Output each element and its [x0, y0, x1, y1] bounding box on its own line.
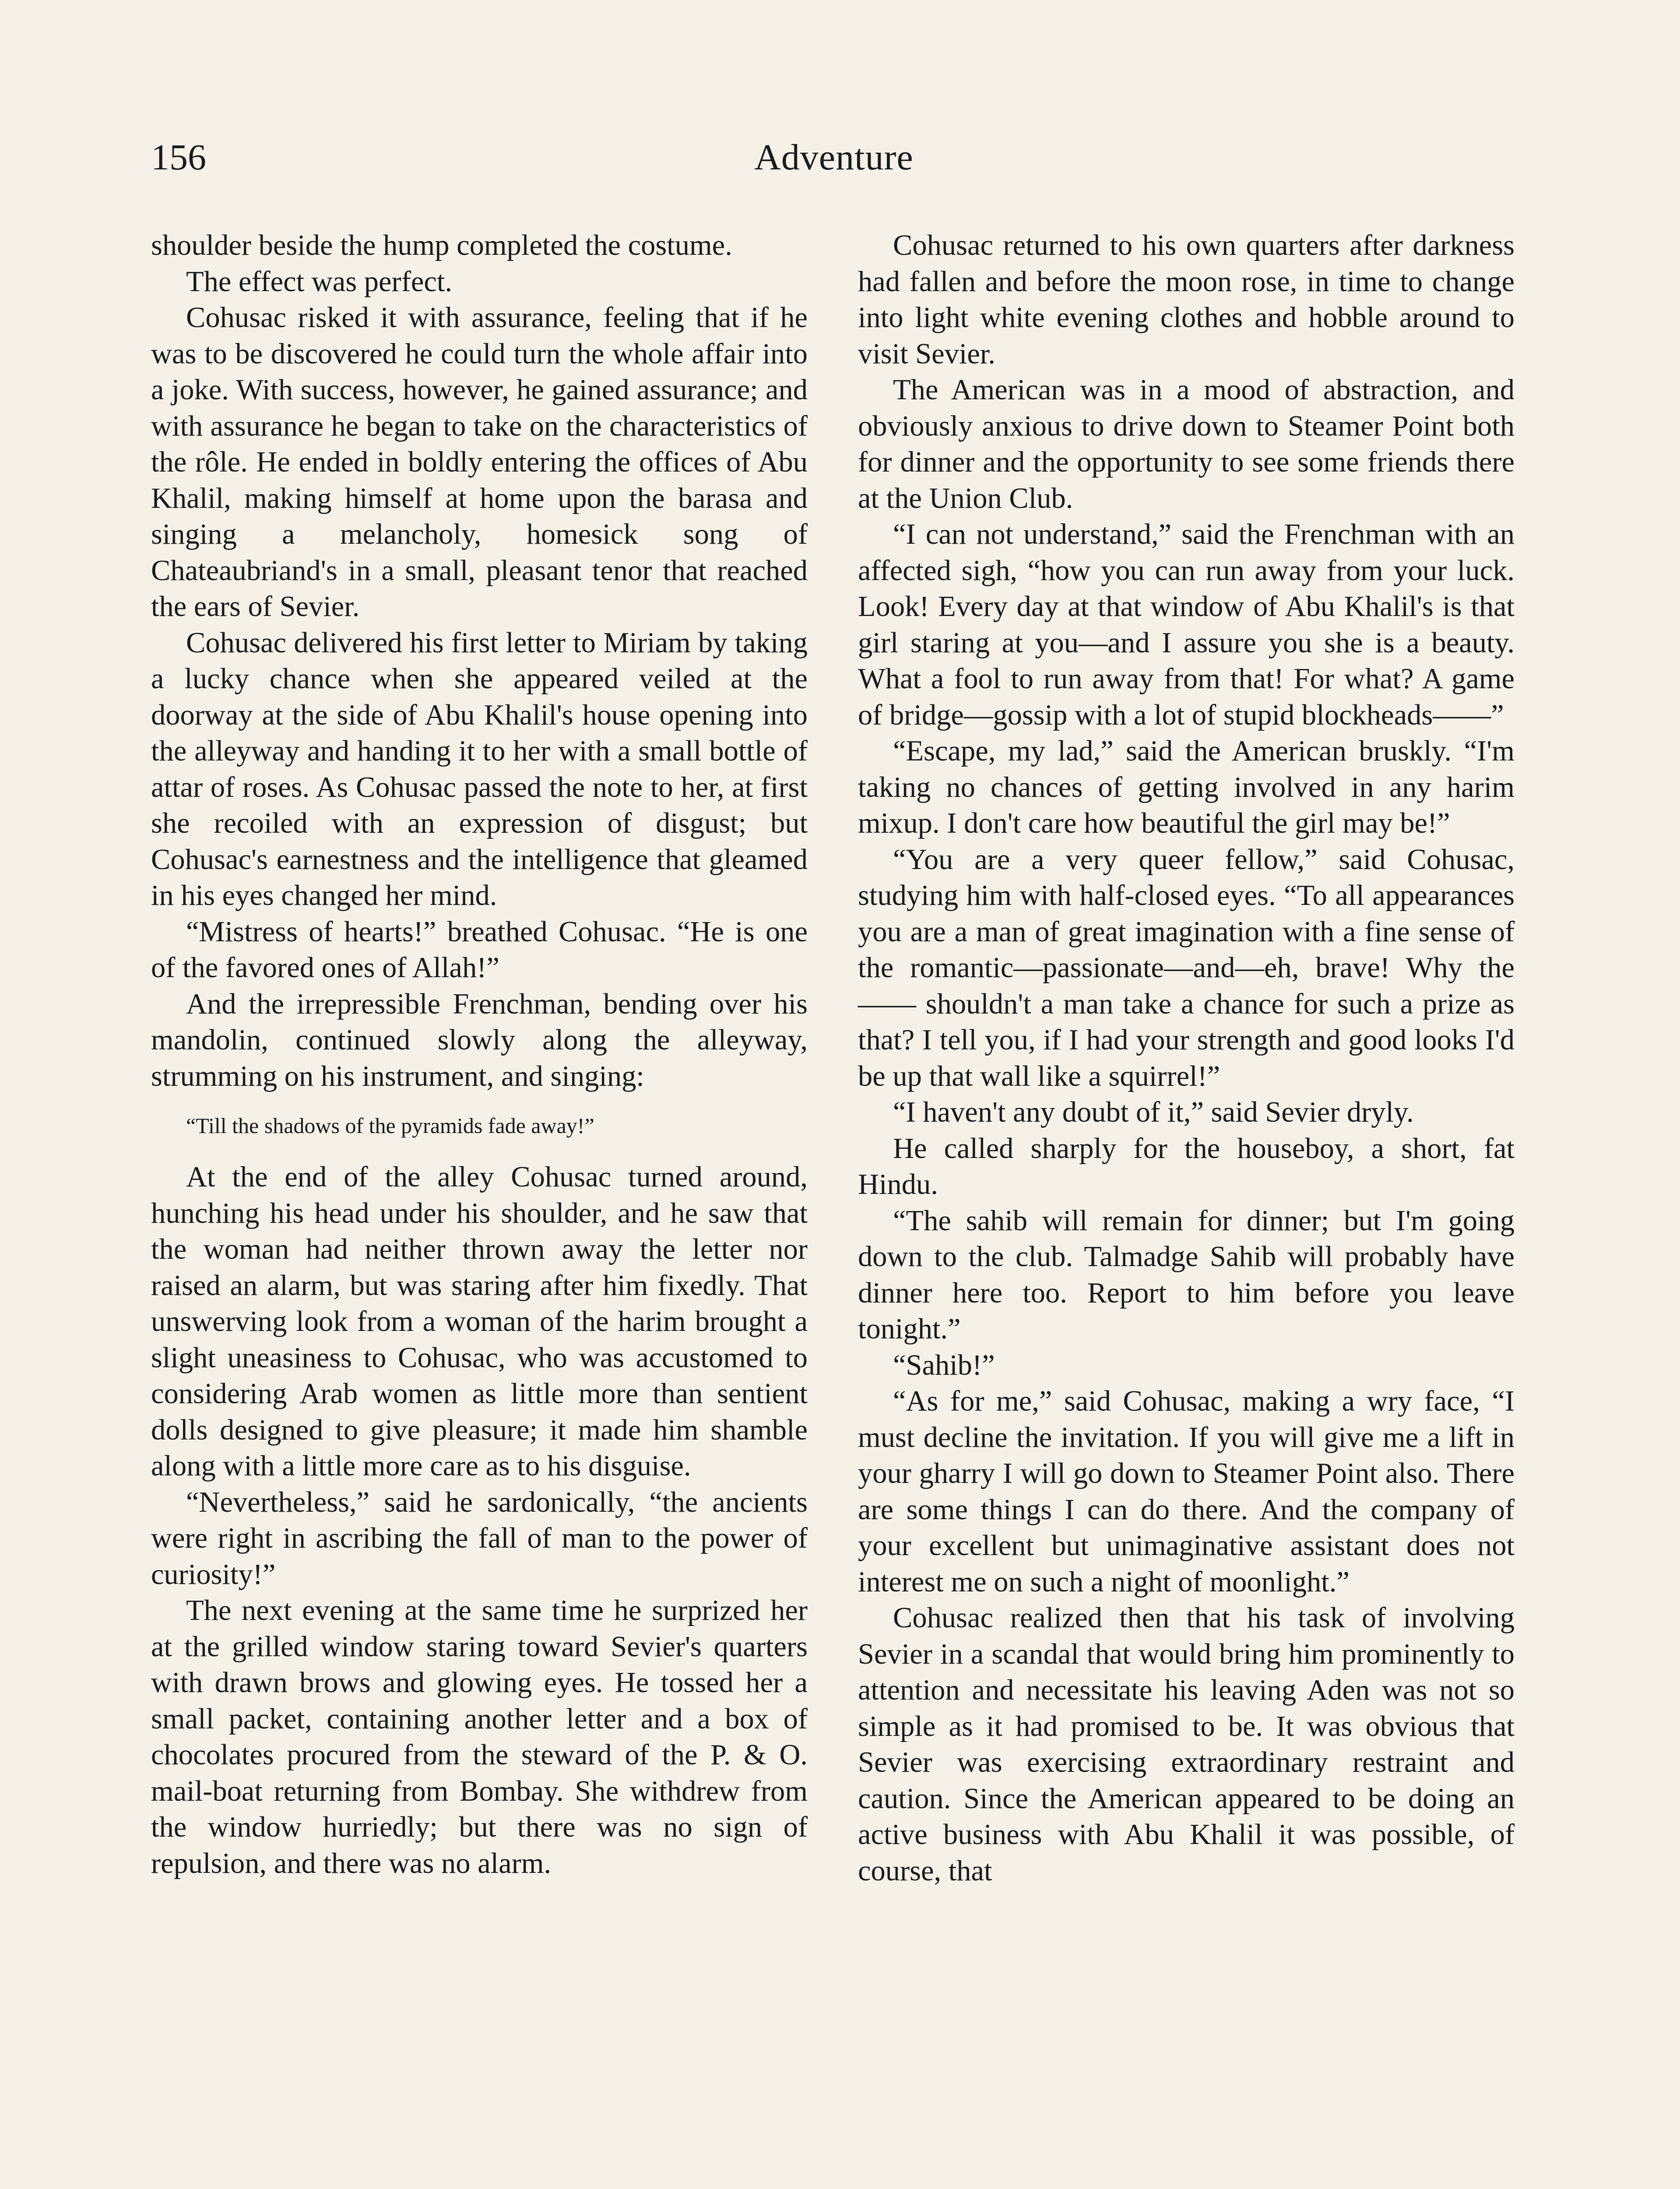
paragraph: “Escape, my lad,” said the American bruskly. “I'm taking no chances of getting involved in any harim mixup. I don't care how beautiful the girl may be!”: [858, 735, 1515, 839]
paragraph: And the irrepressible Frenchman, bending over his mandolin, continued slowly along the alleyway, strumming on his instrument, and singing:: [151, 988, 808, 1092]
song-quote: “Till the shadows of the pyramids fade away!”: [186, 1113, 594, 1138]
paragraph: “You are a very queer fellow,” said Cohusac, studying him with half-closed eyes. “To all appearances you are a man of great imagination with a fine sense of the romantic—passionate—and—eh, brave! Why the —— shouldn't a man take a chance for such a prize as that? I tell you, if I had your strength and good looks I'd be up that wall like a squirrel!”: [858, 843, 1515, 1092]
paragraph: At the end of the alley Cohusac turned around, hunching his head under his shoulder, and he saw that the woman had neither thrown away the letter nor raised an alarm, but was staring after him fixedly. That unswerving look from a woman of the harim brought a slight uneasiness to Cohusac, who was accustomed to considering Arab women as little more than sentient dolls designed to give pleasure; it made him shamble along with a little more care as to his disguise.: [151, 1161, 808, 1482]
paragraph: Cohusac delivered his first letter to Miriam by taking a lucky chance when she appeared veiled at the doorway at the side of Abu Khalil's house opening into the alleyway and handing it to her with a small bottle of attar of roses. As Cohusac passed the note to her, at first she recoiled with an expression of disgust; but Cohusac's earnestness and the intelligence that gleamed in his eyes changed her mind.: [151, 626, 808, 911]
paragraph: “Mistress of hearts!” breathed Cohusac. “He is one of the favored ones of Allah!”: [151, 915, 808, 984]
paragraph: “Sahib!”: [893, 1349, 995, 1381]
right-column: [858, 228, 1515, 1889]
paragraph: “I can not understand,” said the Frenchman with an affected sigh, “how you can run away from your luck. Look! Every day at that window of Abu Khalil's is that girl staring at you—and I assure you she is a beauty. What a fool to run away from that! For what? A game of bridge—gossip with a lot of stupid blockheads——”: [858, 518, 1515, 731]
left-column: [151, 228, 808, 1882]
paragraph: Cohusac realized then that his task of involving Sevier in a scandal that would bring him prominently to attention and necessitate his leaving Aden was not so simple as it had promised to be. It was obvious that Sevier was exercising extraordinary restraint and caution. Since the American appeared to be doing an active business with Abu Khalil it was possible, of course, that: [858, 1602, 1515, 1887]
page-header: [151, 131, 1517, 184]
paragraph: The American was in a mood of abstraction, and obviously anxious to drive down to Steamer Point both for dinner and the opportunity to see some friends there at the Union Club.: [858, 374, 1515, 514]
paragraph: “The sahib will remain for dinner; but I'm going down to the club. Talmadge Sahib will probably have dinner here too. Report to him before you leave tonight.”: [858, 1204, 1515, 1345]
paragraph: “I haven't any doubt of it,” said Sevier dryly.: [893, 1096, 1414, 1128]
paragraph: The next evening at the same time he surprized her at the grilled window staring toward Sevier's quarters with drawn brows and glowing eyes. He tossed her a small packet, containing another letter and a box of chocolates procured from the steward of the P. & O. mail-boat returning from Bombay. She withdrew from the window hurriedly; but there was no sign of repulsion, and there was no alarm.: [151, 1594, 808, 1879]
running-title: Adventure: [754, 137, 914, 178]
paragraph: He called sharply for the houseboy, a short, fat Hindu.: [858, 1132, 1515, 1200]
paragraph: Cohusac returned to his own quarters after darkness had fallen and before the moon rose, in time to change into light white evening clothes and hobble around to visit Sevier.: [858, 229, 1515, 370]
page-number: 156: [151, 137, 206, 178]
paragraph: “Nevertheless,” said he sardonically, “the ancients were right in ascribing the fall of man to the power of curiosity!”: [151, 1486, 808, 1591]
paragraph: The effect was perfect.: [186, 265, 452, 298]
paragraph: shoulder beside the hump completed the costume.: [151, 229, 732, 261]
paragraph: “As for me,” said Cohusac, making a wry face, “I must decline the invitation. If you will give me a lift in your gharry I will go down to Steamer Point also. There are some things I can do there. And the company of your excellent but unimaginative assistant does not interest me on such a night of moonlight.”: [858, 1385, 1515, 1598]
paragraph: Cohusac risked it with assurance, feeling that if he was to be discovered he could turn the whole affair into a joke. With success, however, he gained assurance; and with assurance he began to take on the characteristics of the rôle. He ended in boldly entering the offices of Abu Khalil, making himself at home upon the barasa and singing a melancholy, homesick song of Chateaubriand's in a small, pleasant tenor that reached the ears of Sevier.: [151, 302, 808, 623]
